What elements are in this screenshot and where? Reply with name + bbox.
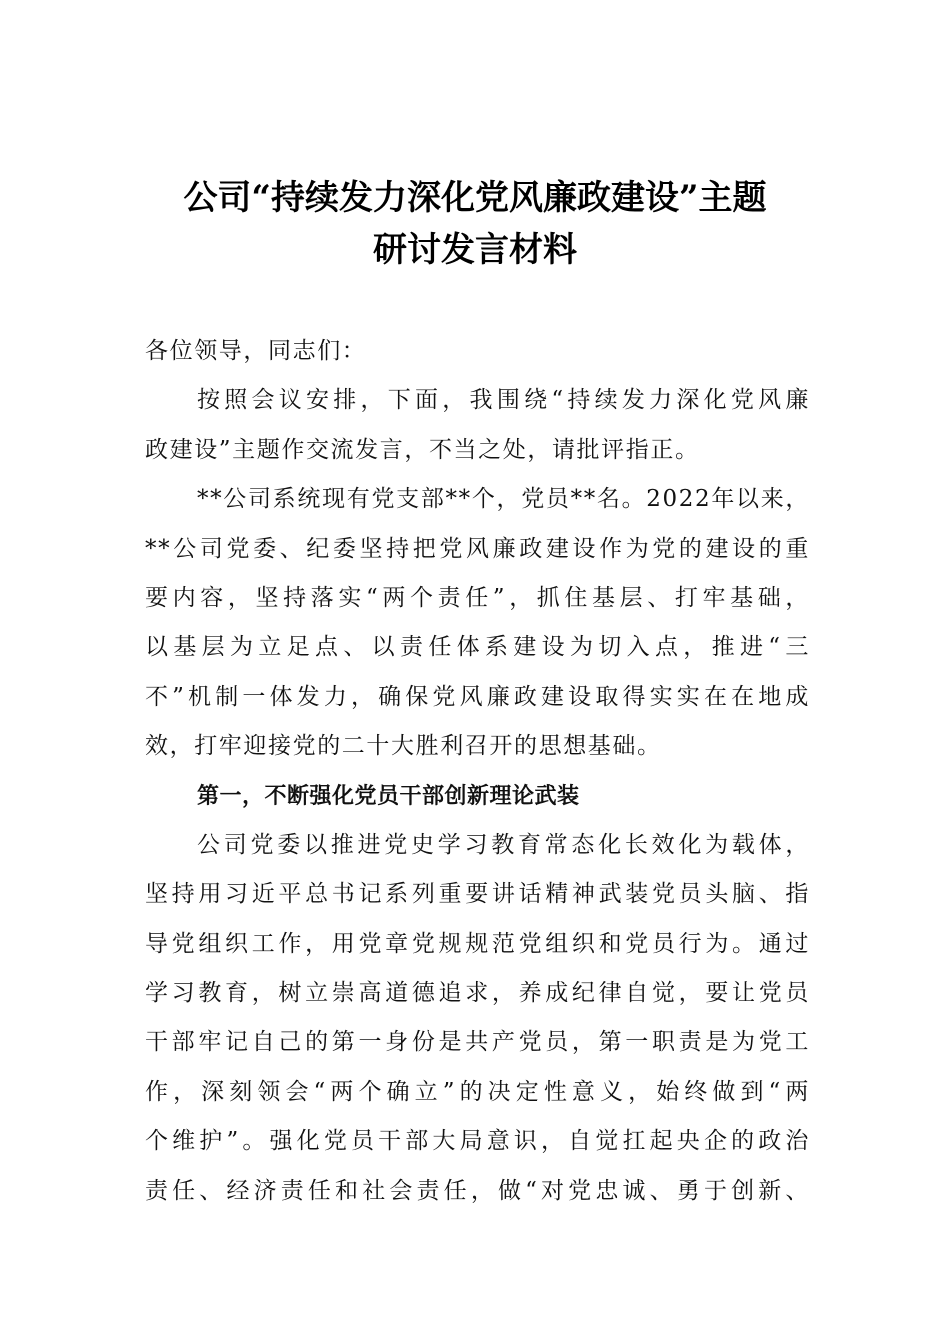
paragraph-line: 学习教育，树立崇高道德追求，养成纪律自觉，要让党员 [145,980,810,1007]
document-title-line-2: 研讨发言材料 [373,230,577,270]
paragraph-line: 以基层为立足点、以责任体系建设为切入点，推进“三 [145,634,810,661]
paragraph-line: 公司党委以推进党史学习教育常态化长效化为载体， [197,831,810,858]
paragraph-line: 不”机制一体发力，确保党风廉政建设取得实实在在地成 [145,683,810,710]
paragraph-line: 干部牢记自己的第一身份是共产党员，第一职责是为党工 [145,1029,810,1056]
salutation: 各位领导，同志们： [145,338,367,364]
paragraph-line: 政建设”主题作交流发言，不当之处，请批评指正。 [145,436,700,463]
paragraph-line: 作，深刻领会“两个确立”的决定性意义，始终做到“两 [145,1078,810,1105]
paragraph-line: 要内容，坚持落实“两个责任”，抓住基层、打牢基础， [145,584,810,611]
paragraph-line: 效，打牢迎接党的二十大胜利召开的思想基础。 [145,733,662,760]
document-body [145,327,810,1216]
paragraph-line: 导党组织工作，用党章党规规范党组织和党员行为。通过 [145,930,810,957]
section-heading: 第一，不断强化党员干部创新理论武装 [197,783,580,809]
document-title-line-1: 公司“持续发力深化党风廉政建设”主题 [183,178,767,218]
paragraph-line: 责任、经济责任和社会责任，做“对党忠诚、勇于创新、 [145,1177,810,1204]
paragraph-line: 按照会议安排，下面，我围绕“持续发力深化党风廉 [197,387,810,414]
paragraph-line: 坚持用习近平总书记系列重要讲话精神武装党员头脑、指 [145,881,810,908]
paragraph-line: **公司党委、纪委坚持把党风廉政建设作为党的建设的重 [145,535,810,562]
paragraph-line: 个维护”。强化党员干部大局意识，自觉扛起央企的政治 [145,1128,810,1155]
paragraph-line: **公司系统现有党支部**个，党员**名。2022年以来， [197,486,810,513]
